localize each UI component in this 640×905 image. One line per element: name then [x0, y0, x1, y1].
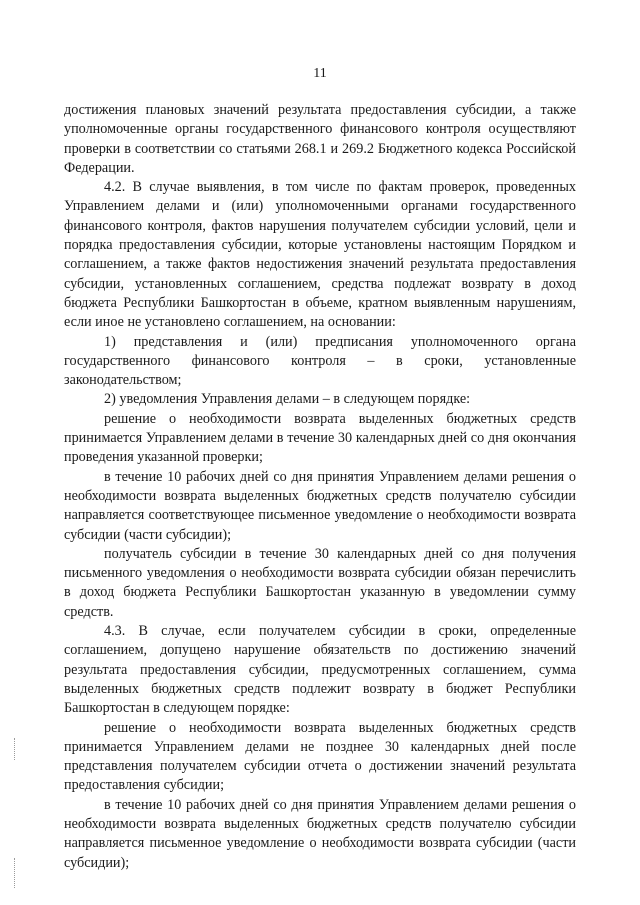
paragraph-notice-2: в течение 10 рабочих дней со дня принятия Управлением делами решения о необходимости возврата выделенных бюджетных средств получателю субсидии направляется письменное уведомление о необходимости возврата субсидии (части субсидии);: [64, 796, 576, 871]
paragraph-item-1: 1) представления и (или) предписания уполномоченного органа государственного финансового контроля – в сроки, установленные законодательством;: [64, 333, 576, 389]
paragraph-notice: в течение 10 рабочих дней со дня принятия Управлением делами решения о необходимости возврата выделенных бюджетных средств получателю субсидии направляется соответствующее письменное уведомление о необходимости возврата субсидии (части субсидии);: [64, 468, 576, 543]
page-number: 11: [313, 66, 327, 81]
scan-margin-mark: [14, 858, 16, 888]
scan-margin-mark: [14, 738, 16, 760]
paragraph-item-2: 2) уведомления Управления делами – в следующем порядке:: [104, 391, 471, 408]
paragraph-continuation: достижения плановых значений результата предоставления субсидии, а также уполномоченные органы государственного финансового контроля осуществляют проверки в соответствии со статьями 268.1 и 269.2 Бюджетного кодекса Российской Федерации.: [64, 102, 576, 176]
document-body: [64, 101, 576, 873]
paragraph-decision-2: решение о необходимости возврата выделенных бюджетных средств принимается Управлением делами не позднее 30 календарных дней после представления получателем субсидии отчета о достижении значений результата предоставления субсидии;: [64, 719, 576, 794]
paragraph-recipient-duty: получатель субсидии в течение 30 календарных дней со дня получения письменного уведомления о необходимости возврата субсидии обязан перечислить в доход бюджета Республики Башкортостан указанную в уведомлении сумму средств.: [64, 545, 576, 620]
paragraph-decision: решение о необходимости возврата выделенных бюджетных средств принимается Управлением делами в течение 30 календарных дней со дня окончания проведения указанной проверки;: [64, 410, 576, 466]
paragraph-4-3: 4.3. В случае, если получателем субсидии в сроки, определенные соглашением, допущено нарушение обязательств по достижению значений результата предоставления субсидии, предусмотренных соглашением, сумма выделенных бюджетных средств подлежит возврату в бюджет Республики Башкортостан в следующем порядке:: [64, 623, 576, 717]
paragraph-4-2: 4.2. В случае выявления, в том числе по фактам проверок, проведенных Управлением делами и (или) уполномоченными органами государственного финансового контроля, фактов нарушения получателем субсидии условий, цели и порядка предоставления субсидии, которые установлены настоящим Порядком и соглашением, а также фактов недостижения значений результата предоставления субсидии, установленных соглашением, средства подлежат возврату в доход бюджета Республики Башкортостан в объеме, кратном выявленным нарушениям, если иное не установлено соглашением, на основании:: [64, 179, 576, 331]
